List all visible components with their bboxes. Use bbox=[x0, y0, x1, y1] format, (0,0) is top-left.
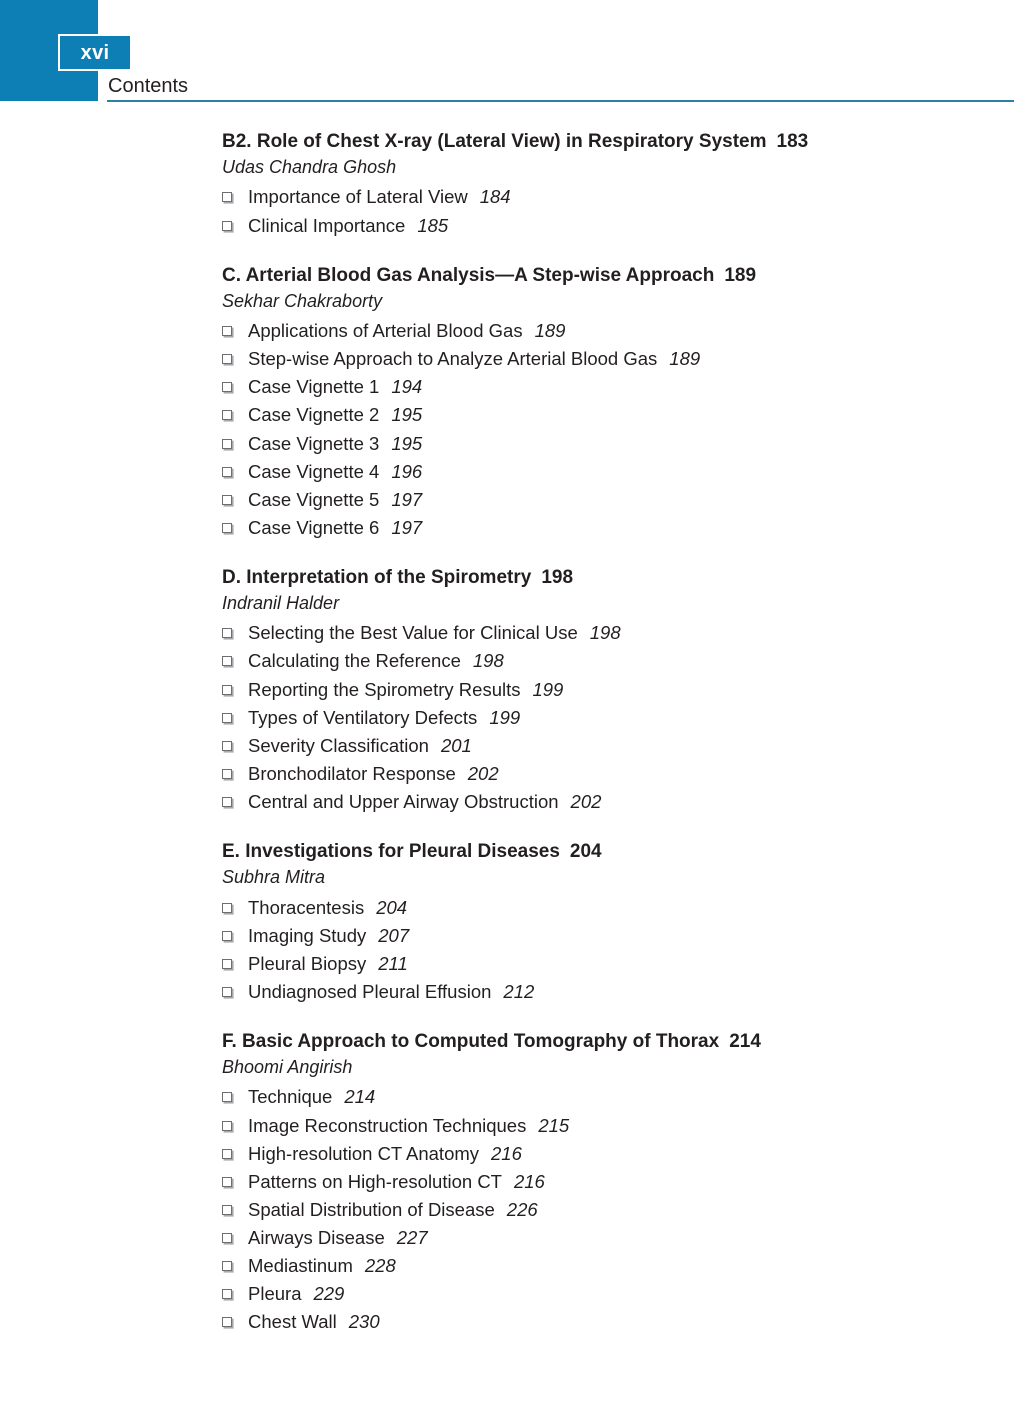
square-bullet-icon bbox=[222, 1144, 248, 1165]
toc-entry-page-number: 227 bbox=[396, 1226, 428, 1248]
square-bullet-shape bbox=[222, 326, 232, 336]
square-bullet-icon bbox=[222, 898, 248, 919]
toc-entry[interactable] bbox=[222, 1168, 922, 1196]
toc-entry-page-number: 195 bbox=[391, 404, 423, 426]
square-bullet-shape bbox=[222, 769, 232, 779]
square-bullet-shape bbox=[222, 741, 232, 751]
section-page-number: 204 bbox=[569, 841, 602, 863]
toc-section bbox=[222, 1030, 922, 1336]
toc-entry[interactable] bbox=[222, 212, 922, 240]
toc-entry[interactable] bbox=[222, 1112, 922, 1140]
toc-item-list bbox=[222, 1083, 922, 1336]
section-page-number: 189 bbox=[724, 264, 757, 286]
section-author: Indranil Halder bbox=[222, 593, 340, 614]
toc-entry-page-number: 226 bbox=[506, 1198, 538, 1220]
section-heading-label: D. Interpretation of the Spirometry bbox=[222, 566, 532, 588]
toc-section bbox=[222, 130, 922, 240]
square-bullet-shape bbox=[222, 1092, 232, 1102]
page-header bbox=[0, 0, 1014, 110]
toc-entry[interactable] bbox=[222, 788, 922, 816]
square-bullet-shape bbox=[222, 1205, 232, 1215]
toc-entry-page-number: 202 bbox=[570, 791, 602, 813]
toc-item-list bbox=[222, 619, 922, 816]
toc-entry-label: Case Vignette 1 bbox=[248, 376, 380, 398]
toc-entry-page-number: 196 bbox=[391, 460, 423, 482]
toc-entry[interactable] bbox=[222, 732, 922, 760]
square-bullet-icon bbox=[222, 349, 248, 370]
square-bullet-shape bbox=[222, 495, 232, 505]
section-heading[interactable] bbox=[222, 840, 922, 864]
square-bullet-icon bbox=[222, 708, 248, 729]
toc-entry-page-number: 228 bbox=[364, 1255, 396, 1277]
table-of-contents bbox=[222, 130, 922, 1336]
square-bullet-icon bbox=[222, 982, 248, 1003]
page-title: Contents bbox=[108, 75, 189, 97]
toc-entry-page-number: 195 bbox=[391, 432, 423, 454]
section-page-number: 214 bbox=[729, 1030, 761, 1052]
square-bullet-icon bbox=[222, 434, 248, 455]
toc-entry-label: Central and Upper Airway Obstruction bbox=[248, 791, 559, 813]
header-divider bbox=[107, 100, 1014, 102]
toc-entry-page-number: 189 bbox=[669, 348, 701, 370]
toc-entry-label: Thoracentesis bbox=[248, 896, 365, 918]
toc-entry[interactable] bbox=[222, 183, 922, 211]
square-bullet-icon bbox=[222, 377, 248, 398]
toc-entry-page-number: 201 bbox=[440, 734, 472, 756]
toc-entry[interactable] bbox=[222, 317, 922, 345]
square-bullet-shape bbox=[222, 382, 232, 392]
section-author: Sekhar Chakraborty bbox=[222, 290, 383, 311]
toc-entry-page-number: 216 bbox=[491, 1142, 522, 1164]
toc-entry-label: Step-wise Approach to Analyze Arterial Blood Gas bbox=[248, 348, 658, 370]
toc-entry-label: Case Vignette 2 bbox=[248, 404, 380, 426]
toc-entry[interactable] bbox=[222, 950, 922, 978]
toc-entry-label: Case Vignette 5 bbox=[248, 488, 380, 510]
square-bullet-icon bbox=[222, 187, 248, 208]
toc-entry-label: Mediastinum bbox=[248, 1255, 353, 1277]
square-bullet-shape bbox=[222, 1233, 232, 1243]
square-bullet-icon bbox=[222, 1172, 248, 1193]
toc-entry-label: Pleural Biopsy bbox=[248, 952, 367, 974]
toc-entry[interactable] bbox=[222, 345, 922, 373]
toc-entry[interactable] bbox=[222, 1280, 922, 1308]
toc-entry-label: Imaging Study bbox=[248, 924, 367, 946]
square-bullet-icon bbox=[222, 1228, 248, 1249]
square-bullet-icon bbox=[222, 1087, 248, 1108]
toc-entry-page-number: 184 bbox=[479, 186, 511, 208]
section-author: Subhra Mitra bbox=[222, 867, 326, 888]
toc-entry-page-number: 199 bbox=[489, 706, 521, 728]
toc-entry-page-number: 198 bbox=[589, 622, 621, 644]
toc-entry-page-number: 197 bbox=[391, 516, 423, 538]
toc-entry-label: Chest Wall bbox=[248, 1311, 337, 1333]
toc-entry-page-number: 211 bbox=[378, 952, 408, 974]
square-bullet-shape bbox=[222, 713, 232, 723]
section-heading-label: B2. Role of Chest X-ray (Lateral View) in Respiratory System bbox=[222, 131, 767, 152]
toc-item-list bbox=[222, 894, 922, 1006]
square-bullet-shape bbox=[222, 354, 232, 364]
square-bullet-shape bbox=[222, 797, 232, 807]
toc-entry-label: Applications of Arterial Blood Gas bbox=[248, 320, 523, 342]
toc-entry-label: Clinical Importance bbox=[248, 214, 406, 236]
square-bullet-shape bbox=[222, 1289, 232, 1299]
toc-entry-page-number: 199 bbox=[532, 678, 564, 700]
square-bullet-shape bbox=[222, 685, 232, 695]
square-bullet-shape bbox=[222, 523, 232, 533]
square-bullet-icon bbox=[222, 462, 248, 483]
square-bullet-shape bbox=[222, 439, 232, 449]
toc-entry-label: Pleura bbox=[248, 1283, 302, 1305]
square-bullet-shape bbox=[222, 1261, 232, 1271]
toc-entry[interactable] bbox=[222, 978, 922, 1006]
toc-entry[interactable] bbox=[222, 486, 922, 514]
square-bullet-shape bbox=[222, 656, 232, 666]
toc-entry-page-number: 204 bbox=[376, 896, 408, 918]
toc-section bbox=[222, 566, 922, 816]
toc-entry[interactable] bbox=[222, 704, 922, 732]
toc-entry[interactable] bbox=[222, 1140, 922, 1168]
toc-entry-label: Selecting the Best Value for Clinical Use bbox=[248, 622, 578, 644]
square-bullet-icon bbox=[222, 680, 248, 701]
square-bullet-icon bbox=[222, 1256, 248, 1277]
toc-entry-page-number: 197 bbox=[391, 488, 423, 510]
toc-entry-page-number: 185 bbox=[417, 214, 449, 236]
toc-entry-page-number: 229 bbox=[313, 1283, 345, 1305]
toc-entry[interactable] bbox=[222, 676, 922, 704]
toc-entry-page-number: 202 bbox=[467, 762, 499, 784]
square-bullet-shape bbox=[222, 410, 232, 420]
toc-entry[interactable] bbox=[222, 1252, 922, 1280]
folio-box bbox=[58, 34, 132, 71]
toc-section bbox=[222, 264, 922, 542]
section-heading[interactable] bbox=[222, 566, 922, 590]
toc-entry[interactable] bbox=[222, 373, 922, 401]
square-bullet-icon bbox=[222, 216, 248, 237]
toc-entry[interactable] bbox=[222, 760, 922, 788]
square-bullet-shape bbox=[222, 221, 232, 231]
square-bullet-icon bbox=[222, 954, 248, 975]
toc-entry[interactable] bbox=[222, 647, 922, 675]
toc-entry[interactable] bbox=[222, 1196, 922, 1224]
toc-entry-page-number: 207 bbox=[378, 924, 410, 946]
section-heading-label: E. Investigations for Pleural Diseases bbox=[222, 841, 560, 863]
toc-entry-label: Airways Disease bbox=[248, 1226, 385, 1248]
square-bullet-shape bbox=[222, 1149, 232, 1159]
section-heading-label: C. Arterial Blood Gas Analysis—A Step-wise Approach bbox=[222, 264, 715, 286]
toc-entry-label: Types of Ventilatory Defects bbox=[248, 706, 478, 728]
square-bullet-icon bbox=[222, 651, 248, 672]
square-bullet-icon bbox=[222, 764, 248, 785]
toc-entry-page-number: 189 bbox=[534, 320, 566, 342]
section-author: Bhoomi Angirish bbox=[222, 1057, 353, 1078]
toc-entry-label: Undiagnosed Pleural Effusion bbox=[248, 980, 492, 1002]
square-bullet-icon bbox=[222, 518, 248, 539]
section-page-number: 198 bbox=[541, 566, 574, 588]
toc-entry-label: Calculating the Reference bbox=[248, 650, 461, 672]
square-bullet-shape bbox=[222, 987, 232, 997]
toc-entry-page-number: 194 bbox=[391, 376, 423, 398]
square-bullet-icon bbox=[222, 623, 248, 644]
toc-entry[interactable] bbox=[222, 401, 922, 429]
toc-entry[interactable] bbox=[222, 1224, 922, 1252]
toc-entry-page-number: 230 bbox=[348, 1311, 380, 1333]
folio-number: xvi bbox=[80, 41, 110, 64]
toc-entry-label: Case Vignette 6 bbox=[248, 516, 380, 538]
square-bullet-icon bbox=[222, 321, 248, 342]
toc-entry-label: Technique bbox=[248, 1086, 333, 1108]
section-page-number: 183 bbox=[776, 131, 809, 152]
toc-entry-label: Spatial Distribution of Disease bbox=[248, 1198, 495, 1220]
square-bullet-icon bbox=[222, 1284, 248, 1305]
section-heading[interactable] bbox=[222, 1030, 922, 1054]
square-bullet-shape bbox=[222, 931, 232, 941]
square-bullet-shape bbox=[222, 1177, 232, 1187]
toc-entry-label: Severity Classification bbox=[248, 734, 429, 756]
square-bullet-icon bbox=[222, 490, 248, 511]
toc-entry-label: Image Reconstruction Techniques bbox=[248, 1114, 527, 1136]
square-bullet-icon bbox=[222, 1116, 248, 1137]
square-bullet-icon bbox=[222, 1312, 248, 1333]
toc-entry-label: Reporting the Spirometry Results bbox=[248, 678, 521, 700]
section-heading-label: F. Basic Approach to Computed Tomography of Thorax bbox=[222, 1030, 720, 1052]
toc-entry[interactable] bbox=[222, 514, 922, 542]
toc-entry-label: Bronchodilator Response bbox=[248, 762, 456, 784]
toc-entry[interactable] bbox=[222, 619, 922, 647]
toc-item-list bbox=[222, 183, 922, 239]
square-bullet-shape bbox=[222, 1121, 232, 1131]
toc-item-list bbox=[222, 317, 922, 542]
square-bullet-shape bbox=[222, 903, 232, 913]
toc-entry[interactable] bbox=[222, 1083, 922, 1111]
toc-entry[interactable] bbox=[222, 458, 922, 486]
square-bullet-shape bbox=[222, 192, 232, 202]
square-bullet-shape bbox=[222, 628, 232, 638]
toc-entry-page-number: 215 bbox=[538, 1114, 570, 1136]
toc-entry[interactable] bbox=[222, 922, 922, 950]
toc-entry-page-number: 214 bbox=[344, 1086, 376, 1108]
square-bullet-icon bbox=[222, 926, 248, 947]
toc-entry-label: Patterns on High-resolution CT bbox=[248, 1170, 502, 1192]
square-bullet-icon bbox=[222, 736, 248, 757]
toc-entry-label: Case Vignette 4 bbox=[248, 460, 380, 482]
toc-entry-label: Case Vignette 3 bbox=[248, 432, 380, 454]
toc-entry[interactable] bbox=[222, 1308, 922, 1336]
square-bullet-icon bbox=[222, 792, 248, 813]
square-bullet-shape bbox=[222, 1317, 232, 1327]
toc-entry-label: Importance of Lateral View bbox=[248, 186, 468, 208]
toc-entry-page-number: 198 bbox=[472, 650, 504, 672]
square-bullet-icon bbox=[222, 405, 248, 426]
section-heading[interactable] bbox=[222, 130, 922, 154]
square-bullet-shape bbox=[222, 959, 232, 969]
section-heading[interactable] bbox=[222, 264, 922, 288]
square-bullet-icon bbox=[222, 1200, 248, 1221]
toc-entry-page-number: 216 bbox=[513, 1170, 545, 1192]
toc-section bbox=[222, 840, 922, 1006]
square-bullet-shape bbox=[222, 467, 232, 477]
toc-entry[interactable] bbox=[222, 894, 922, 922]
toc-entry[interactable] bbox=[222, 430, 922, 458]
toc-entry-label: High-resolution CT Anatomy bbox=[248, 1142, 480, 1164]
toc-entry-page-number: 212 bbox=[503, 980, 535, 1002]
section-author: Udas Chandra Ghosh bbox=[222, 157, 397, 178]
